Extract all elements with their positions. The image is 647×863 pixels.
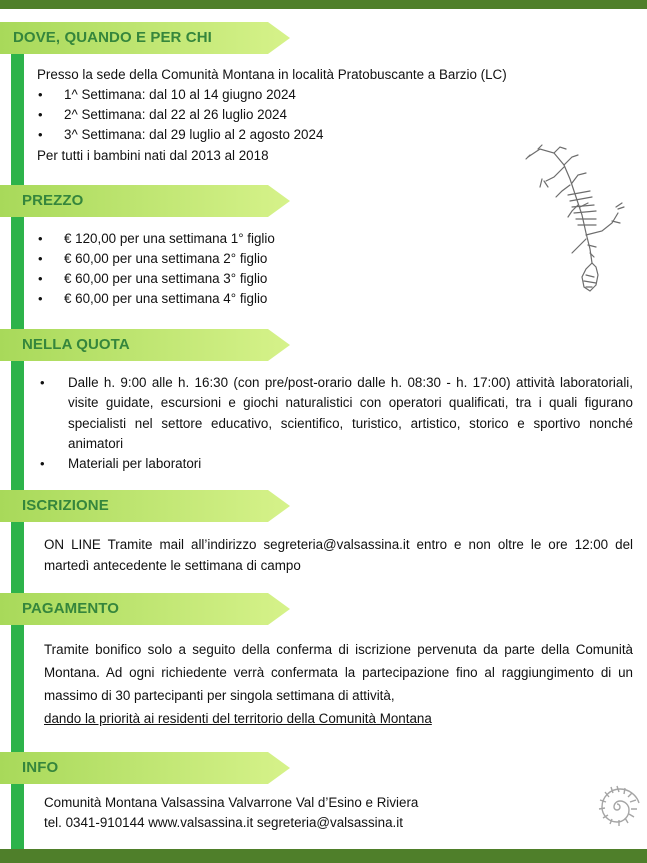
section-title: INFO xyxy=(22,759,59,776)
list-item: € 120,00 per una settimana 1° figlio xyxy=(64,231,275,246)
bullet: • xyxy=(38,251,43,266)
ammonite-shell-icon xyxy=(592,780,642,832)
iscrizione-text: ON LINE Tramite mail all’indirizzo segreteria@valsassina.it entro e non oltre le ore 12:00 del martedì antecedente le settimana di campo xyxy=(44,537,633,573)
bullet: • xyxy=(38,87,43,102)
list-item: 2^ Settimana: dal 22 al 26 luglio 2024 xyxy=(64,107,287,122)
section-title: DOVE, QUANDO E PER CHI xyxy=(13,29,212,46)
quota-item-materials: Materiali per laboratori xyxy=(68,456,202,471)
bullet: • xyxy=(40,375,45,390)
list-item: € 60,00 per una settimana 3° figlio xyxy=(64,271,268,286)
section-banner-prezzo xyxy=(0,185,290,217)
section-banner-dove xyxy=(0,22,290,54)
section-title: ISCRIZIONE xyxy=(22,497,109,514)
list-item: 1^ Settimana: dal 10 al 14 giugno 2024 xyxy=(64,87,296,102)
bullet: • xyxy=(38,231,43,246)
section-banner-iscrizione xyxy=(0,490,290,522)
section-banner-pagamento xyxy=(0,593,290,625)
bullet: • xyxy=(38,127,43,142)
dove-intro: Presso la sede della Comunità Montana in località Pratobuscante a Barzio (LC) xyxy=(37,67,507,82)
section-banner-quota xyxy=(0,329,290,361)
fossil-reptile-drawing xyxy=(520,135,630,300)
section-title: NELLA QUOTA xyxy=(22,336,130,353)
list-item: € 60,00 per una settimana 2° figlio xyxy=(64,251,268,266)
section-title: PAGAMENTO xyxy=(22,600,120,617)
quota-item-activities: Dalle h. 9:00 alle h. 16:30 (con pre/post-orario dalle h. 08:30 - h. 17:00) attività laboratoriali, visite guidate, escursioni e giochi naturalistici con operatori qualificati, tra i quali figurano specialisti nel settore educativo, scientifico, turistico, artistico, storico e sportivo nonché animatori xyxy=(68,375,633,451)
info-organization: Comunità Montana Valsassina Valvarrone Val d’Esino e Riviera xyxy=(44,795,419,810)
dove-outro: Per tutti i bambini nati dal 2013 al 2018 xyxy=(37,148,269,163)
top-border-bar xyxy=(0,0,647,9)
list-item: 3^ Settimana: dal 29 luglio al 2 agosto 2024 xyxy=(64,127,324,142)
pagamento-priority-note: dando la priorità ai residenti del territorio della Comunità Montana xyxy=(44,711,432,726)
list-item: € 60,00 per una settimana 4° figlio xyxy=(64,291,268,306)
bullet: • xyxy=(40,456,45,471)
section-banner-info xyxy=(0,752,290,784)
bullet: • xyxy=(38,107,43,122)
bullet: • xyxy=(38,271,43,286)
bottom-border-bar xyxy=(0,849,647,863)
left-green-stripe xyxy=(11,22,24,849)
section-title: PREZZO xyxy=(22,192,84,209)
pagamento-text: Tramite bonifico solo a seguito della conferma di iscrizione pervenuta da parte della Comunità Montana. Ad ogni richiedente verrà confermata la partecipazione fino al raggiungimento di un massimo di 30 partecipanti per singola settimana di attività, xyxy=(44,642,633,703)
bullet: • xyxy=(38,291,43,306)
info-contacts: tel. 0341-910144 www.valsassina.it segreteria@valsassina.it xyxy=(44,815,403,830)
